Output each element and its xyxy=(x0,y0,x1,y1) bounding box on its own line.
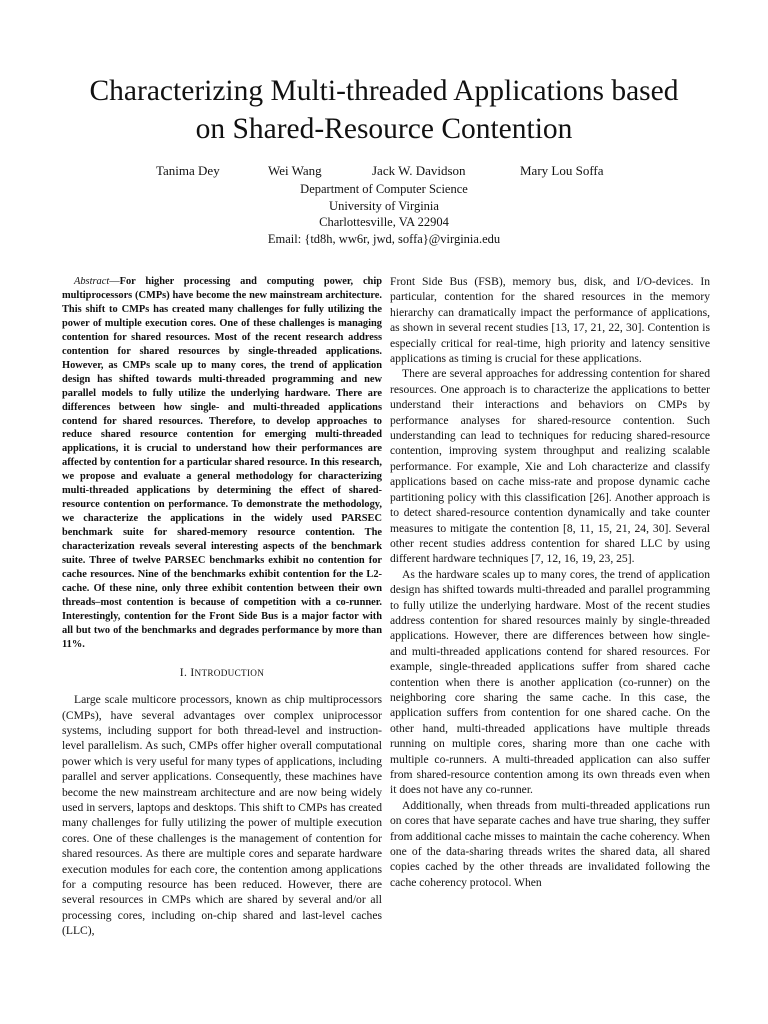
author-name: Tanima Dey xyxy=(156,163,220,178)
paragraph: Front Side Bus (FSB), memory bus, disk, and I/O-devices. In particular, contention for the shared resources in the memory hierarchy can dramatically impact the performance of applications, as shown in several recent studies [13, 17, 21, 22, 30]. Contention is especially critical for real-time, high priority and latency sensitive applications as timing is crucial for these applications. xyxy=(390,275,710,366)
university: University of Virginia xyxy=(329,198,439,213)
left-column xyxy=(62,275,382,939)
author-name: Jack W. Davidson xyxy=(372,163,466,178)
abstract-label: Abstract xyxy=(74,276,110,287)
author-name: Mary Lou Soffa xyxy=(520,163,604,178)
affiliation xyxy=(60,181,708,247)
right-column xyxy=(390,274,710,890)
section-title-rest: NTRODUCTION xyxy=(194,667,265,678)
paragraph: Large scale multicore processors, known as chip multiprocessors (CMPs), have several advantages over complex uniprocessor systems, including support for both thread-level and instruction-level parallelism. As such, CMPs offer higher overall computational power which is very useful for many types of applications, including parallel and server applications. Consequently, these machines have become the new mainstream architecture and are now being widely used in servers, laptops and desktops. This shift to CMPs has created many challenges for fully utilizing the power of multiple execution cores. One of these challenges is the management of contention for shared resources. As there are multiple cores and separate hardware execution modules for each core, the contention among applications for a computing resource has been reduced. However, there are several resources in CMPs which are shared by several and/or all processing cores, including on-chip shared and last-level caches (LLC), xyxy=(62,693,382,938)
author-list xyxy=(60,163,708,181)
abstract-text: For higher processing and computing power, chip multiprocessors (CMPs) have become the new mainstream architecture. This shift to CMPs has created many challenges for fully utilizing the power of multiple execution cores. One of these challenges is managing contention for shared resources. Most of the recent research address contention for shared resources by single-threaded applications. However, as CMPs scale up to many cores, the trend of application design has shifted towards multi-threaded programming and new parallel models to fully utilize the underlying hardware. There are differences between how single- and multi-threaded applications contend for shared resources. Therefore, to develop approaches to reduce shared resource contention for emerging multi-threaded applications, it is crucial to understand how their performances are affected by contention for a particular shared resource. In this research, we propose and evaluate a general methodology for characterizing multi-threaded applications by determining the effect of shared-resource contention on performance. To demonstrate the methodology, we characterize the applications in the widely used PARSEC benchmark suite for shared-memory resource contention. The characterization reveals several interesting aspects of the benchmark suite. Three of twelve PARSEC benchmarks exhibit no contention for cache resources. Nine of the benchmarks exhibit contention for the L2-cache. Of these nine, only three exhibit contention between their own threads–most contention is because of competition with a co-runner. Interestingly, contention for the Front Side Bus is a major factor with all but two of the benchmarks and degrades performance by more than 11%. xyxy=(62,276,382,650)
paragraph: Additionally, when threads from multi-threaded applications run on cores that have separate caches and have true sharing, they suffer from additional cache misses to maintain the cache coherency. When one of the data-sharing threads writes the shared data, all shared copies cached by the other threads are invalidated following the cache coherency protocol. When xyxy=(390,798,710,889)
section-heading-introduction xyxy=(62,665,382,681)
email: Email: {td8h, ww6r, jwd, soffa}@virginia.edu xyxy=(267,231,501,246)
author-name: Wei Wang xyxy=(268,163,322,178)
abstract-dash: — xyxy=(109,276,120,287)
paper-title xyxy=(60,72,708,148)
paragraph: As the hardware scales up to many cores, the trend of application design has shifted towards multi-threaded and parallel programming to fully utilize the underlying hardware. Most of the recent studies address contention for shared resources mainly by single-threaded applications. However, there are differences between how single- and multi-threaded applications contend for shared resources. For example, single-threaded applications suffer from shared cache contention when there is another application (co-runner) on the neighboring core sharing the same cache. In this case, the application suffers from contention for one shared cache. On the other hand, multi-threaded applications have multiple threads running on multiple cores, sharing more than one cache with multiple co-runners. A multi-threaded application can also suffer from shared-resource contention among its own threads even when it does not have any co-runner. xyxy=(390,567,710,797)
abstract xyxy=(62,275,382,652)
title-line-1: Characterizing Multi-threaded Applications based xyxy=(89,75,679,107)
city: Charlottesville, VA 22904 xyxy=(319,215,449,229)
department: Department of Computer Science xyxy=(300,182,468,196)
paragraph: There are several approaches for addressing contention for shared resources. One approach is to characterize the applications to better understand their interactions and behaviors on CMPs by performance analyses for shared-resource contention. Such understanding can lead to techniques for reducing shared-resource contention, improving system throughput and realizing scalable performance. For example, Xie and Loh characterize and classify applications based on cache miss-rate and propose dynamic cache partitioning policy with this classification [26]. Another approach is to detect shared-resource contention dynamically and take counter measures to mitigate the contention [8, 11, 15, 21, 24, 30]. Several other recent studies address contention for shared LLC by using different hardware techniques [7, 12, 16, 19, 23, 25]. xyxy=(390,367,710,566)
title-line-2: on Shared-Resource Contention xyxy=(195,113,573,145)
section-number: I. xyxy=(179,665,191,679)
section-title-first-letter: I xyxy=(190,665,195,679)
